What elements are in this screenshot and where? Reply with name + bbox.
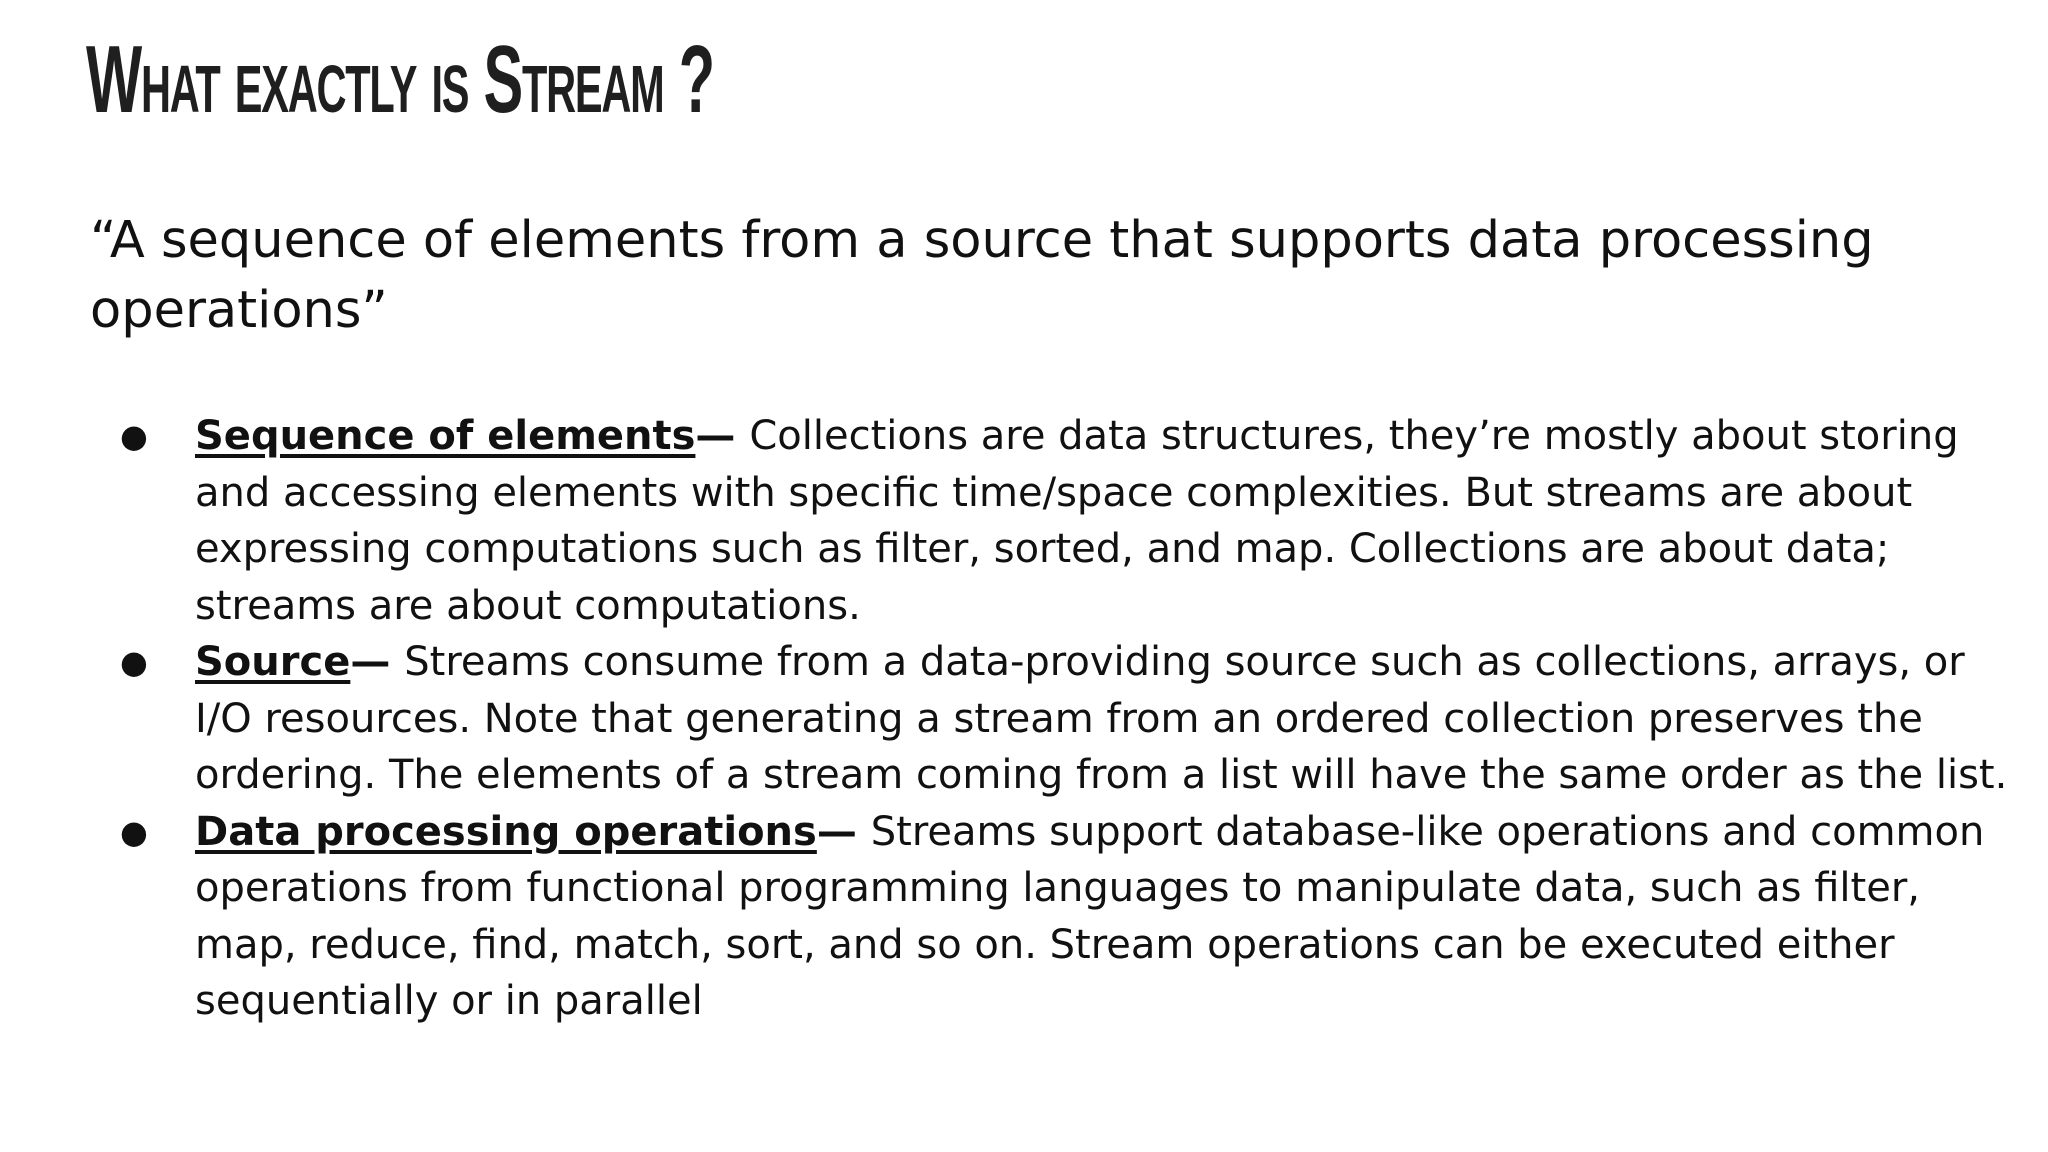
bullet-term: Sequence of elements bbox=[195, 413, 696, 459]
bullet-text: Streams support database-like operations and common operations from functional programming languages to manipulate data, such as filter, map, reduce, find, match, sort, and so on. Stream operations can be executed either sequentially or in parallel bbox=[195, 808, 1985, 1024]
bullet-marker: ● bbox=[120, 812, 148, 851]
bullet-dash: — bbox=[695, 413, 750, 459]
bullet-marker: ● bbox=[120, 643, 148, 681]
bullet-text: Streams consume from a data-providing source such as collections, arrays, or I/O resources. Note that generating a stream from an ordered collection preserves the ordering. The elements of a stream coming from a list will have the same order as the list. bbox=[195, 639, 2008, 798]
bullet-list bbox=[0, 408, 2048, 1030]
bullet-item-data-processing-operations bbox=[0, 804, 2048, 1030]
definition-quote: “A sequence of elements from a source that supports data processing operations” bbox=[90, 211, 1874, 340]
slide-title: What exactly is Stream ? bbox=[86, 26, 714, 133]
bullet-term: Data processing operations bbox=[195, 808, 817, 855]
bullet-text: Collections are data structures, they’re mostly about storing and accessing elements with specific time/space complexities. But streams are about expressing computations such as filter, sorted, and map. Collections are about data; streams are about computations. bbox=[195, 413, 1959, 629]
bullet-item-source bbox=[0, 634, 2048, 804]
bullet-item-sequence-of-elements bbox=[0, 408, 2048, 634]
bullet-marker: ● bbox=[120, 417, 148, 455]
bullet-term: Source bbox=[195, 639, 351, 685]
bullet-dash: — bbox=[816, 808, 871, 855]
bullet-dash: — bbox=[350, 639, 405, 685]
